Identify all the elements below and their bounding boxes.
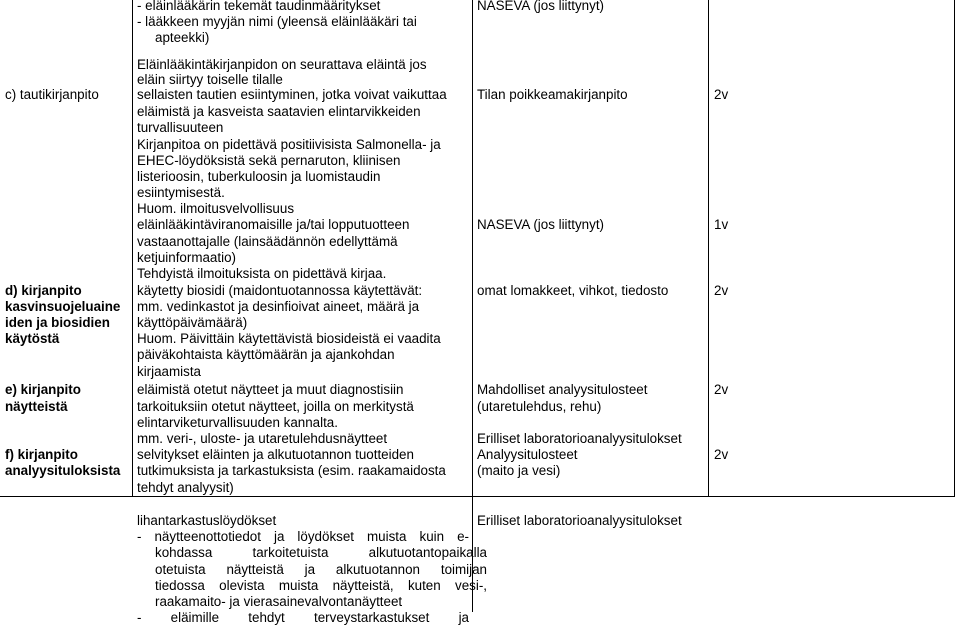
retention-f: 2v (714, 447, 729, 462)
content-c-line9: eläinlääkintäviranomaisille ja/tai lopputuotteen (137, 217, 410, 232)
source-e1: Mahdolliset analyysitulosteet (477, 382, 648, 397)
content-c-intro-line1: Eläinlääkintäkirjanpidon on seurattava eläintä jos (137, 57, 427, 72)
content-g-line4: otetuista näytteistä ja alkutuotannon toimijan (155, 562, 487, 577)
column-divider-2 (472, 0, 473, 612)
row-label-d-line1: d) kirjanpito (5, 283, 82, 298)
content-c-line5: EHEC-löydöksistä sekä pernaruton, kliinisen (137, 153, 401, 168)
column-divider-1 (132, 0, 133, 496)
content-c-line2: eläimistä ja kasveista saatavien elintarvikkeiden (137, 104, 421, 119)
content-e-line1: eläimistä otetut näytteet ja muut diagnostisiin (137, 382, 404, 397)
content-e-line2: tarkoituksiin otetut näytteet, joilla on merkitystä (137, 399, 414, 414)
content-g-line5: tiedossa olevista muista näytteistä, kuten vesi-, (155, 578, 487, 593)
retention-e: 2v (714, 382, 729, 397)
column-divider-3 (708, 0, 709, 496)
content-d-line1: käytetty biosidi (maidontuotannossa käytettävät: (137, 283, 423, 298)
content-c-line7: esiintymisestä. (137, 185, 225, 200)
content-c-line11: ketjuinformaatio) (137, 250, 236, 265)
content-c-line3: turvallisuuteen (137, 120, 224, 135)
content-f-line2: tutkimuksista ja tarkastuksista (esim. raakamaidosta (137, 463, 446, 478)
content-f-line3: tehdyt analyysit) (137, 480, 234, 495)
row-label-d-line4: käytöstä (5, 331, 60, 346)
content-d-line6: kirjaamista (137, 364, 201, 379)
source-top: NASEVA (jos liittynyt) (477, 0, 604, 13)
content-e-line4: mm. veri-, uloste- ja utaretulehdusnäytteet (137, 431, 388, 446)
source-f1: Analyysitulosteet (477, 447, 578, 462)
content-d-line5: päiväkohtaista käyttömäärän ja ajankohdan (137, 347, 395, 362)
content-c-intro-line2: eläin siirtyy toiselle tilalle (137, 72, 283, 87)
source-c2: NASEVA (jos liittynyt) (477, 217, 604, 232)
content-c-line12: Tehdyistä ilmoituksista on pidettävä kirjaa. (137, 266, 387, 281)
content-f-line1: selvitykset eläinten ja alkutuotannon tuotteiden (137, 447, 414, 462)
content-d-line4: Huom. Päivittäin käytettävistä biosideistä ei vaadita (137, 331, 441, 346)
content-c-line1: sellaisten tautien esiintyminen, jotka voivat vaikuttaa (137, 87, 447, 102)
row-label-e-line1: e) kirjanpito (5, 382, 81, 397)
row-label-d-line3: iden ja biosidien (5, 315, 110, 330)
source-d: omat lomakkeet, vihkot, tiedosto (477, 283, 669, 298)
row-label-f-line1: f) kirjanpito (5, 447, 78, 462)
content-c-line4: Kirjanpitoa on pidettävä positiivisista Salmonella- ja (137, 137, 441, 152)
content-c-line10: vastaanottajalle (lainsäädännön edellyttämä (137, 234, 398, 249)
retention-c1: 2v (714, 87, 729, 102)
content-g-line3: kohdassa tarkoitetuista alkutuotantopaikalla (155, 545, 487, 560)
row-label-c: c) tautikirjanpito (5, 87, 99, 102)
source-f2: (maito ja vesi) (477, 463, 561, 478)
row-label-f-line2: analyysituloksista (5, 463, 121, 478)
content-top-line1: - eläinlääkärin tekemät taudinmääritykset (137, 0, 381, 13)
source-g: Erilliset laboratorioanalyysitulokset (477, 513, 682, 528)
source-e2: (utaretulehdus, rehu) (477, 399, 602, 414)
row-label-e-line2: näytteistä (5, 399, 68, 414)
retention-d: 2v (714, 283, 729, 298)
content-c-line8: Huom. ilmoitusvelvollisuus (137, 201, 295, 216)
content-g-line1: lihantarkastuslöydökset (137, 513, 277, 528)
content-g-line2: - näytteenottotiedot ja löydökset muista kuin e- (137, 529, 469, 544)
row-label-d-line2: kasvinsuojeluaine (5, 299, 121, 314)
content-top-line2: - lääkkeen myyjän nimi (yleensä eläinlääkäri tai (137, 14, 417, 29)
content-c-line6: listerioosin, tuberkuloosin ja luomistaudin (137, 169, 381, 184)
content-e-line3: elintarviketurvallisuuden kannalta. (137, 415, 338, 430)
source-c1: Tilan poikkeamakirjanpito (477, 87, 628, 102)
content-d-line3: käyttöpäivämäärä) (137, 315, 248, 330)
table-right-border (954, 0, 955, 496)
table-bottom-border (0, 496, 955, 497)
content-top-line3: apteekki) (155, 30, 210, 45)
content-g-line7: - eläimille tehdyt terveystarkastukset ja (137, 610, 469, 625)
source-e3: Erilliset laboratorioanalyysitulokset (477, 431, 682, 446)
content-g-line6: raakamaito- ja vierasainevalvontanäytteet (155, 594, 403, 609)
retention-c2: 1v (714, 217, 729, 232)
content-d-line2: mm. vedinkastot ja desinfioivat aineet, määrä ja (137, 299, 420, 314)
